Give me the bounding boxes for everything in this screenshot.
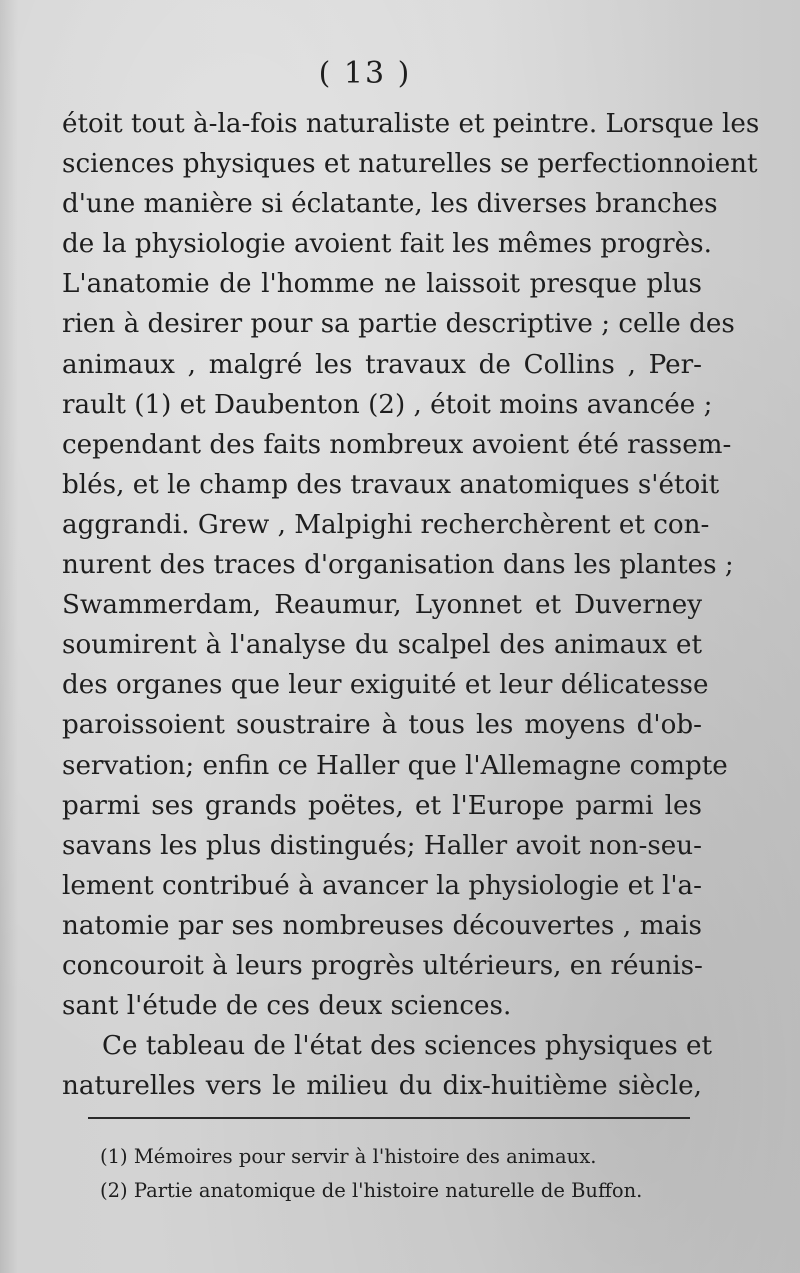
footnote-1: (1) Mémoires pour servir à l'histoire des animaux. — [100, 1145, 597, 1168]
text-line: animaux , malgré les travaux de Collins , Per- — [62, 349, 702, 380]
text-line: des organes que leur exiguité et leur délicatesse — [62, 670, 709, 701]
text-line: de la physiologie avoient fait les mêmes progrès. — [62, 229, 712, 260]
text-line: L'anatomie de l'homme ne laissoit presque plus — [62, 269, 702, 300]
text-line: rault (1) et Daubenton (2) , étoit moins avancée ; — [62, 389, 713, 420]
text-line: blés, et le champ des travaux anatomiques s'étoit — [62, 469, 720, 500]
text-line: paroissoient soustraire à tous les moyens d'ob- — [62, 710, 702, 741]
footnotes — [100, 1140, 720, 1208]
text-line: concouroit à leurs progrès ultérieurs, en réunis- — [62, 950, 703, 981]
paragraph-start-line: Ce tableau de l'état des sciences physiques et — [102, 1031, 713, 1062]
text-line: natomie par ses nombreuses découvertes , mais — [62, 910, 702, 941]
text-line: servation; enfin ce Haller que l'Allemagne compte — [62, 750, 728, 781]
text-line: naturelles vers le milieu du dix-huitième siècle, — [62, 1071, 702, 1102]
text-line: soumirent à l'analyse du scalpel des animaux et — [62, 630, 702, 661]
text-line: sciences physiques et naturelles se perfectionnoient — [62, 149, 758, 180]
text-line: sant l'étude de ces deux sciences. — [62, 991, 512, 1022]
text-line: rien à desirer pour sa partie descriptive ; celle des — [62, 309, 735, 340]
text-line: parmi ses grands poëtes, et l'Europe parmi les — [62, 790, 702, 821]
text-line: nurent des traces d'organisation dans les plantes ; — [62, 550, 734, 581]
text-line: savans les plus distingués; Haller avoit non-seu- — [62, 830, 702, 861]
page-number: ( 13 ) — [318, 56, 412, 91]
text-line: d'une manière si éclatante, les diverses branches — [62, 189, 718, 220]
text-line: cependant des faits nombreux avoient été rassem- — [62, 429, 732, 460]
text-line: lement contribué à avancer la physiologie et l'a- — [62, 870, 702, 901]
body-text — [62, 104, 760, 1106]
text-line: Swammerdam, Reaumur, Lyonnet et Duverney — [62, 590, 702, 621]
footnote-2: (2) Partie anatomique de l'histoire naturelle de Buffon. — [100, 1179, 643, 1202]
footnote-divider — [88, 1117, 690, 1119]
text-line: étoit tout à-la-fois naturaliste et peintre. Lorsque les — [62, 109, 760, 139]
text-line: aggrandi. Grew , Malpighi recherchèrent et con- — [62, 509, 710, 540]
